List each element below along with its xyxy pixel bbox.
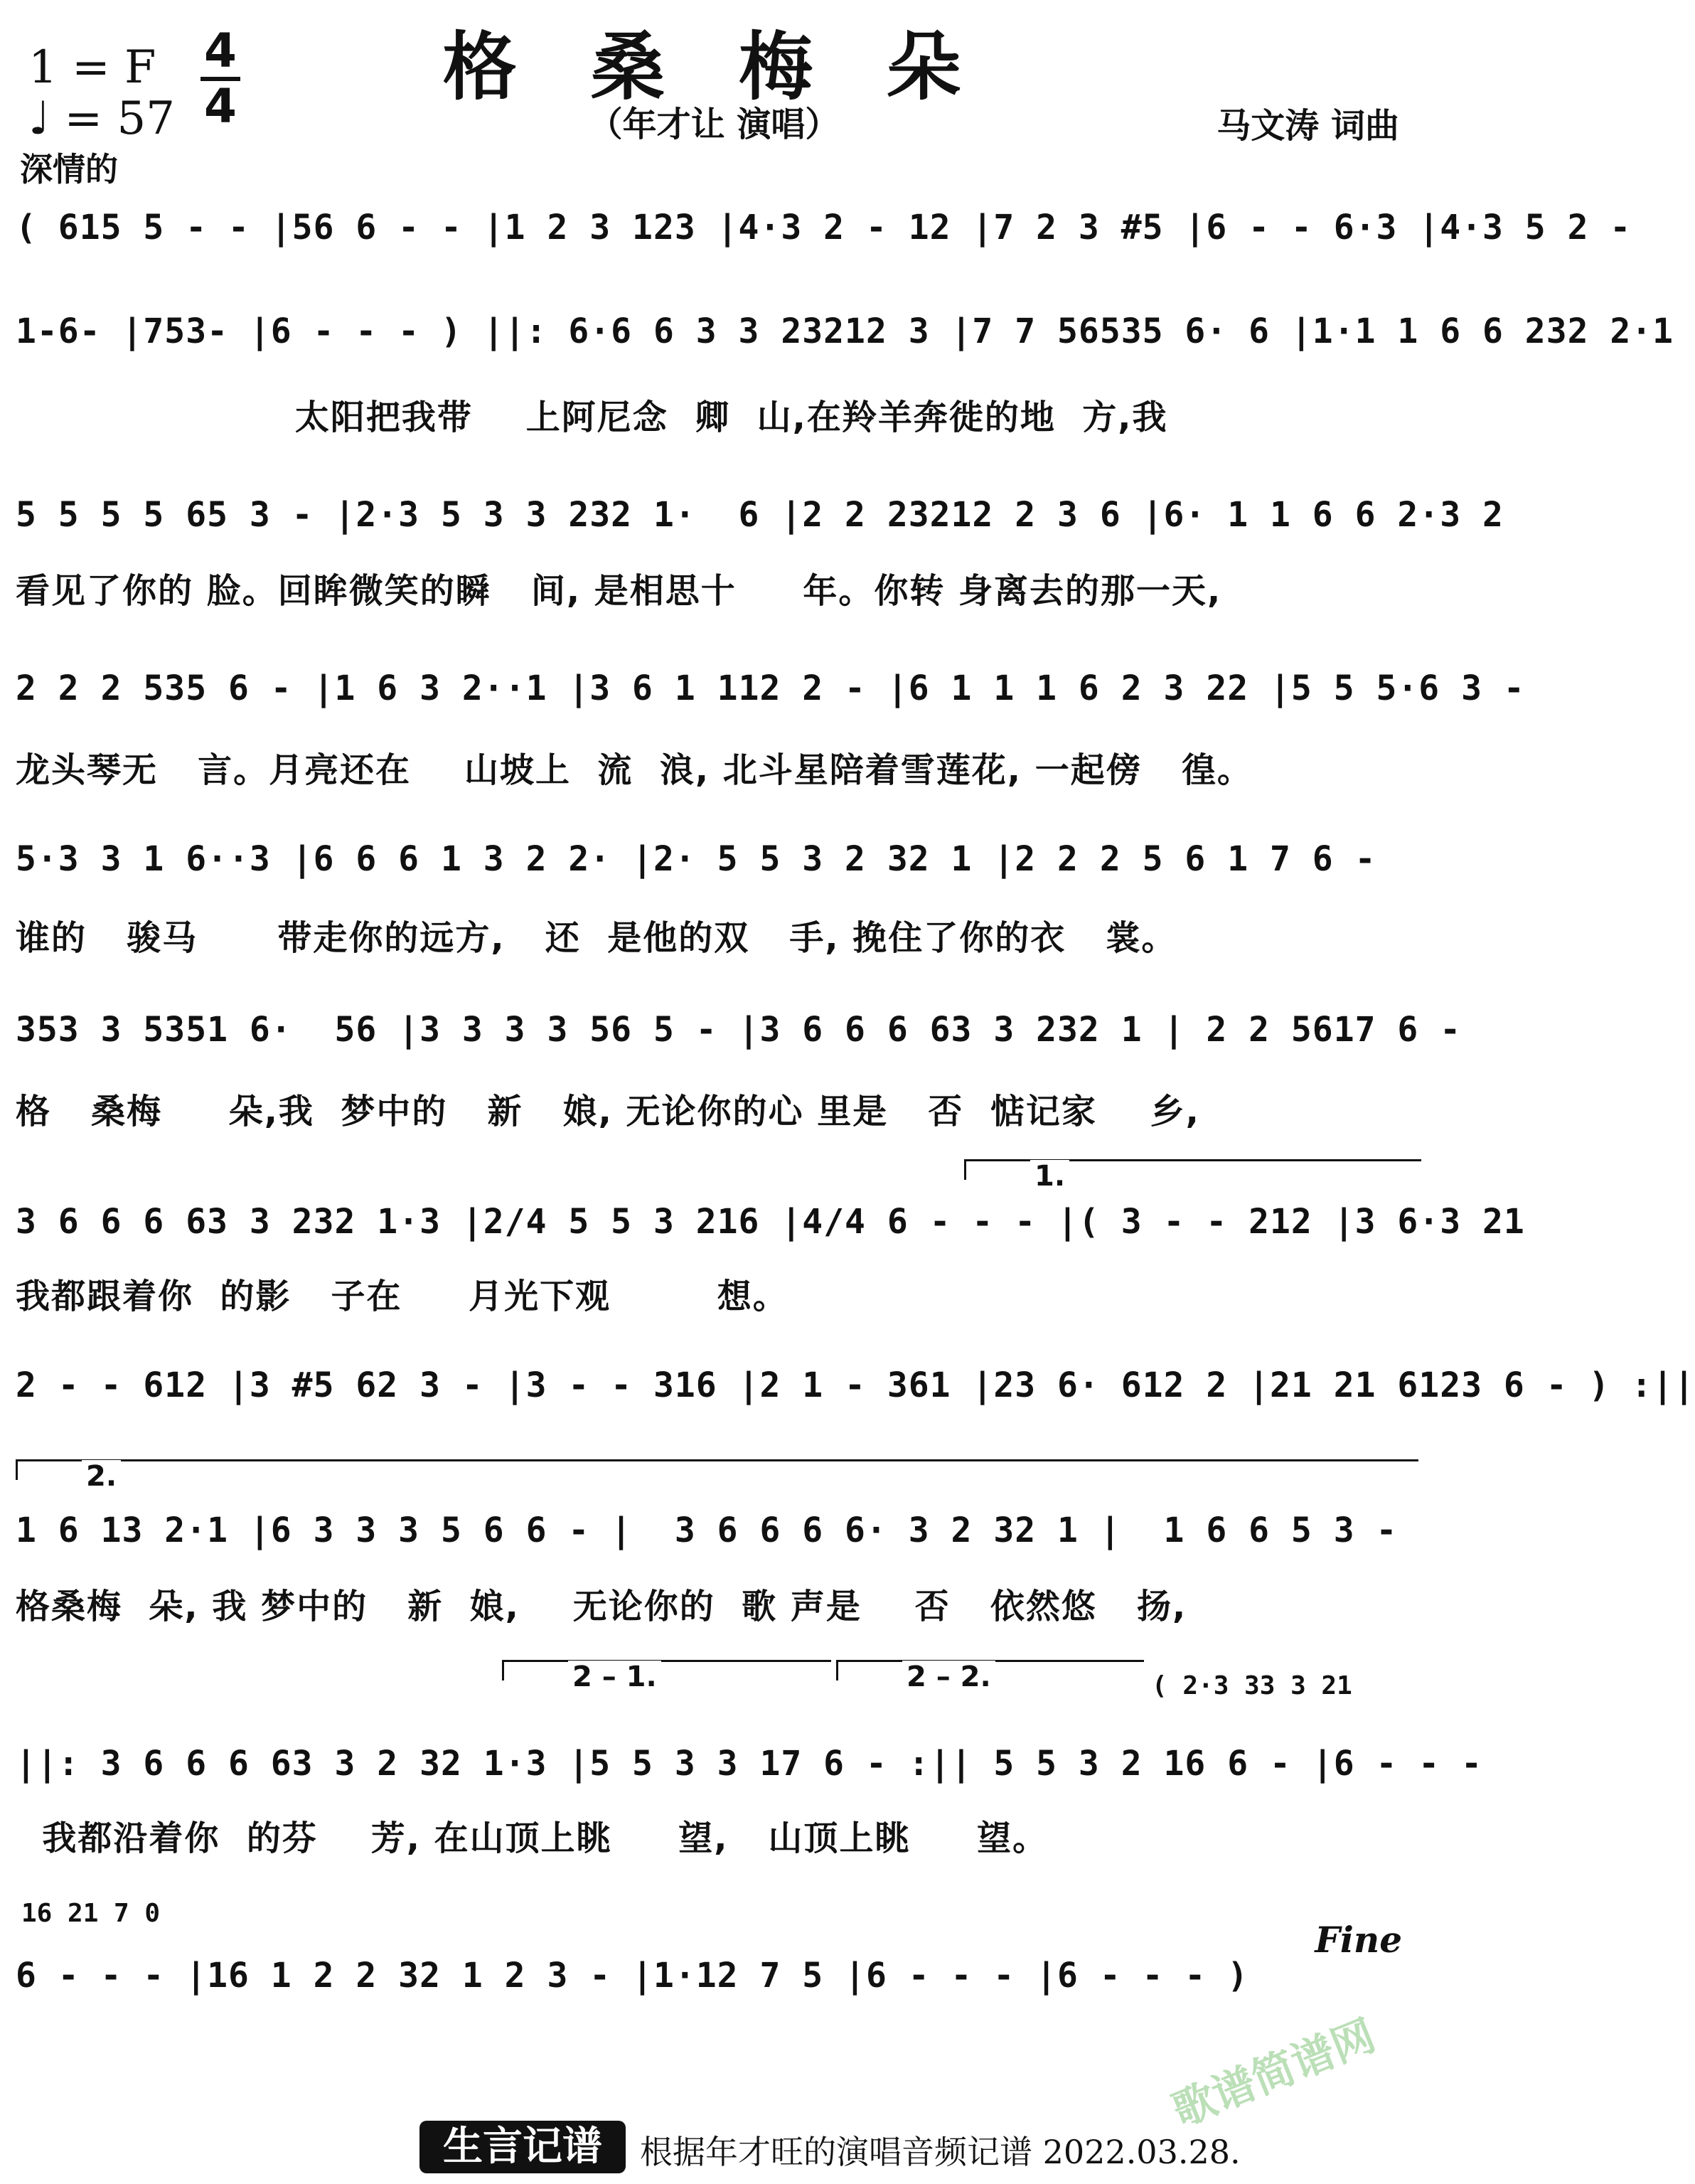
notes-line-1: ( 615 5 - - |56 6 - - |1 2 3 123 |4·3 2 - 12 |7 2 3 #5 |6 - - 6·3 |4·3 5 2 -	[16, 208, 1632, 247]
song-title: 格 桑 梅 朵	[442, 23, 985, 110]
lyrics-line-9: 格桑梅 朵, 我 梦中的 新 娘, 无论你的 歌 声是 否 依然悠 扬,	[16, 1587, 1187, 1626]
composer-credit: 马文涛 词曲	[1217, 106, 1399, 146]
transcriber-stamp: 生言记谱	[419, 2121, 626, 2173]
notes-line-8: 2 - - 612 |3 #5 62 3 - |3 - - 316 |2 1 - 361 |23 6· 612 2 |21 21 6123 6 - ) :||	[16, 1365, 1695, 1405]
notes-line-5: 5·3 3 1 6··3 |6 6 6 1 3 2 2· |2· 5 5 3 2 32 1 |2 2 2 5 6 1 7 6 -	[16, 839, 1376, 879]
lyrics-line-10: 我都沿着你 的芬 芳, 在山顶上眺 望, 山顶上眺 望。	[16, 1818, 1049, 1858]
intro-cue-notes: ( 2·3 33 3 21	[1152, 1671, 1352, 1700]
notes-line-9: 1 6 13 2·1 |6 3 3 3 5 6 6 - | 3 6 6 6 6· 3 2 32 1 | 1 6 6 5 3 -	[16, 1511, 1398, 1550]
lyrics-line-2: 太阳把我带 上阿尼念 卿 山,在羚羊奔徙的地 方,我	[16, 398, 1168, 437]
performer: （年才让 演唱）	[588, 105, 840, 144]
volta-2-1	[502, 1660, 831, 1693]
small-cue-notes: 16 21 7 0	[21, 1899, 161, 1928]
volta-1	[964, 1159, 1421, 1193]
fine-marking: Fine	[1315, 1919, 1402, 1961]
notes-line-11: 6 - - - |16 1 2 2 32 1 2 3 - |1·12 7 5 |6 - - - |6 - - - )	[16, 1956, 1249, 1996]
notes-line-6: 353 3 5351 6· 56 |3 3 3 3 56 5 - |3 6 6 6 63 3 232 1 | 2 2 5617 6 -	[16, 1010, 1462, 1050]
time-signature-bottom: 4	[204, 79, 237, 134]
lyrics-line-4: 龙头琴无 言。月亮还在 山坡上 流 浪, 北斗星陪着雪莲花, 一起傍 徨。	[16, 750, 1253, 790]
expression-mark: 深情的	[20, 150, 118, 188]
notes-line-3: 5 5 5 5 65 3 - |2·3 5 3 3 232 1· 6 |2 2 23212 2 3 6 |6· 1 1 6 6 2·3 2	[16, 495, 1504, 535]
notes-line-7: 3 6 6 6 63 3 232 1·3 |2/4 5 5 3 216 |4/4 6 - - - |( 3 - - 212 |3 6·3 21	[16, 1202, 1525, 1242]
lyrics-line-7: 我都跟着你 的影 子在 月光下观 想。	[16, 1277, 788, 1316]
notes-line-10: ||: 3 6 6 6 63 3 2 32 1·3 |5 5 3 3 17 6 - :|| 5 5 3 2 16 6 - |6 - - -	[16, 1744, 1482, 1784]
volta-2-1-label: 2 – 1.	[568, 1661, 661, 1693]
lyrics-line-5: 谁的 骏马 带走你的远方, 还 是他的双 手, 挽住了你的衣 裳。	[16, 918, 1177, 958]
volta-1-label: 1.	[1030, 1160, 1069, 1193]
lyrics-line-6: 格 桑梅 朵,我 梦中的 新 娘, 无论你的心 里是 否 惦记家 乡,	[16, 1092, 1200, 1131]
notes-line-4: 2 2 2 535 6 - |1 6 3 2··1 |3 6 1 112 2 - |6 1 1 1 6 2 3 22 |5 5 5·6 3 -	[16, 668, 1525, 708]
volta-2-2-label: 2 – 2.	[902, 1661, 995, 1693]
volta-2	[16, 1459, 1418, 1493]
key-signature: 1 = F	[28, 41, 156, 94]
volta-2-label: 2.	[82, 1460, 121, 1493]
lyrics-line-3: 看见了你的 脸。回眸微笑的瞬 间, 是相思十 年。你转 身离去的那一天,	[16, 571, 1222, 611]
site-watermark: 歌谱简谱网	[1165, 2010, 1383, 2137]
volta-2-2	[836, 1660, 1144, 1693]
tempo-marking: ♩ = 57	[28, 92, 175, 145]
time-signature-top: 4	[204, 23, 237, 78]
notes-line-2: 1-6- |753- |6 - - - ) ||: 6·6 6 3 3 23212 3 |7 7 56535 6· 6 |1·1 1 6 6 232 2·1	[16, 311, 1674, 351]
transcription-note: 根据年才旺的演唱音频记谱 2022.03.28.	[640, 2133, 1241, 2171]
